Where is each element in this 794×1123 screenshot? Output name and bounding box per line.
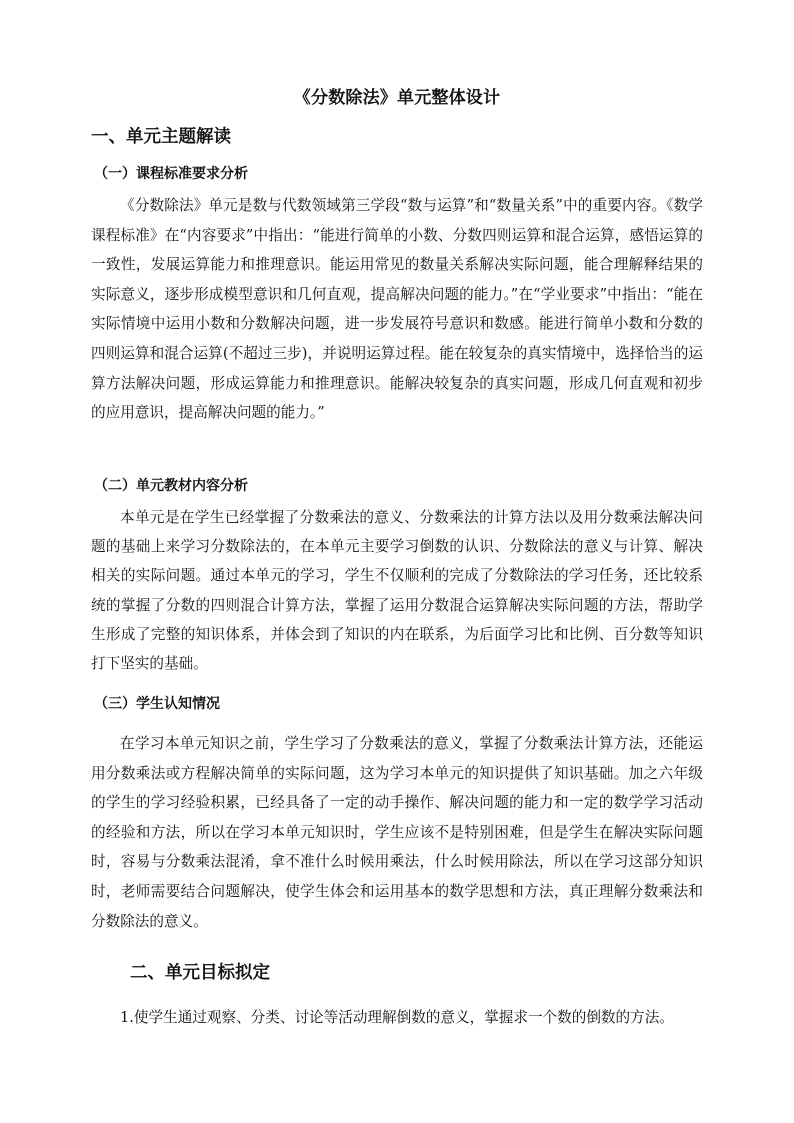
subsection-heading-student-cognition: （三）学生认知情况: [94, 696, 220, 712]
subsection-heading-textbook-content: （二）单元教材内容分析: [94, 478, 248, 494]
paragraph-student-cognition: 在学习本单元知识之前，学生学习了分数乘法的意义，掌握了分数乘法计算方法，还能运用分数乘法或方程解决简单的实际问题，这为学习本单元的知识提供了知识基础。加之六年级的学生的学习经验积累，已经具备了一定的动手操作、解决问题的能力和一定的数学学习活动的经验和方法，所以在学习本单元知识时，学生应该不是特别困难，但是学生在解决实际问题时，容易与分数乘法混淆，拿不准什么时候用乘法，什么时候用除法，所以在学习这部分知识时，老师需要结合问题解决，使学生体会和运用基本的数学思想和方法，真正理解分数乘法和分数除法的意义。: [91, 735, 703, 930]
section-heading-unit-goals: 二、单元目标拟定: [130, 963, 270, 983]
paragraph-textbook-content: 本单元是在学生已经掌握了分数乘法的意义、分数乘法的计算方法以及用分数乘法解决问题的基础上来学习分数除法的，在本单元主要学习倒数的认识、分数除法的意义与计算、解决相关的实际问题。通过本单元的学习，学生不仅顺利的完成了分数除法的学习任务，还比较系统的掌握了分数的四则混合计算方法，掌握了运用分数混合运算解决实际问题的方法，帮助学生形成了完整的知识体系，并体会到了知识的内在联系，为后面学习比和比例、百分数等知识打下坚实的基础。: [91, 509, 703, 673]
section-heading-unit-theme: 一、单元主题解读: [91, 127, 231, 147]
paragraph-curriculum-standard: 《分数除法》单元是数与代数领域第三学段“数与运算”和“数量关系”中的重要内容。《数学课程标准》在“内容要求”中指出：“能进行简单的小数、分数四则运算和混合运算，感悟运算的一致性，发展运算能力和推理意识。能运用常见的数量关系解决实际问题，能合理解释结果的实际意义，逐步形成模型意识和几何直观，提高解决问题的能力。”在“学业要求”中指出：“能在实际情境中运用小数和分数解决问题，进一步发展符号意识和数感。能进行简单小数和分数的四则运算和混合运算(不超过三步)，并说明运算过程。能在较复杂的真实情境中，选择恰当的运算方法解决问题，形成运算能力和推理意识。能解决较复杂的真实问题，形成几何直观和初步的应用意识，提高解决问题的能力。”: [91, 197, 703, 422]
subsection-heading-curriculum-standard: （一）课程标准要求分析: [94, 166, 248, 182]
document-title: 《分数除法》单元整体设计: [293, 88, 501, 108]
goal-item-1: 1.使学生通过观察、分类、讨论等活动理解倒数的意义，掌握求一个数的倒数的方法。: [120, 1009, 674, 1026]
